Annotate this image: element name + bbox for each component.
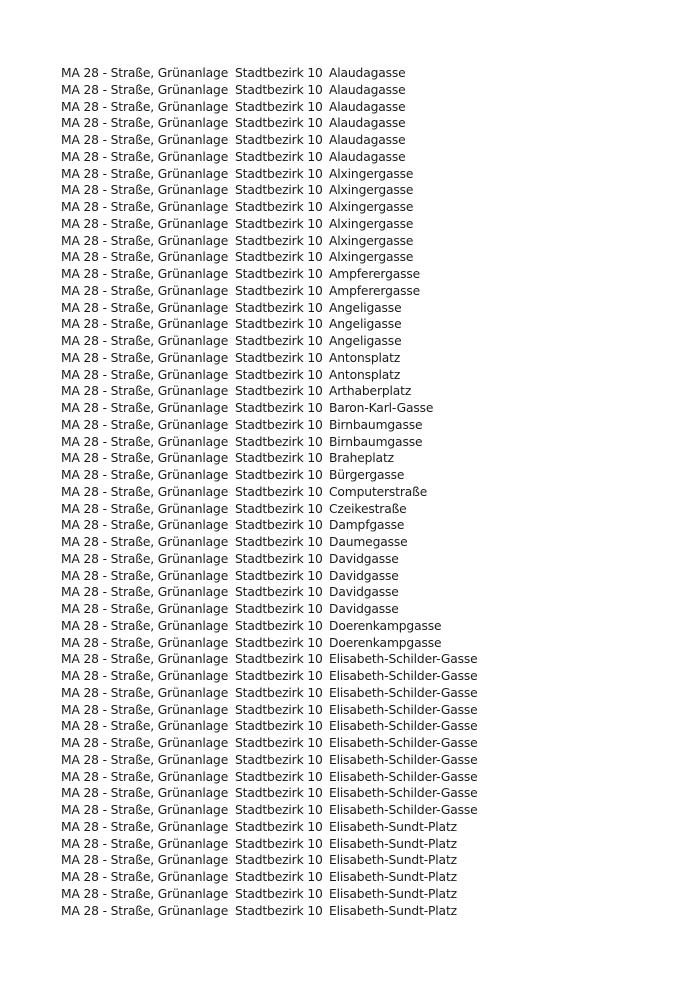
- district-cell: Stadtbezirk 10: [235, 736, 323, 750]
- district-cell: Stadtbezirk 10: [235, 635, 323, 650]
- district-cell: Stadtbezirk 10: [235, 300, 323, 315]
- district-cell: Stadtbezirk 10: [235, 870, 323, 884]
- department-cell: MA 28 - Straße, Grünanlage: [61, 602, 229, 616]
- department-cell: MA 28 - Straße, Grünanlage: [61, 886, 229, 901]
- district-cell: Stadtbezirk 10: [235, 283, 323, 298]
- district-cell: Stadtbezirk 10: [235, 501, 323, 516]
- table-row: [61, 216, 478, 233]
- district-cell: Stadtbezirk 10: [235, 367, 323, 382]
- table-row: [61, 199, 478, 216]
- street-cell: Alxingergasse: [329, 200, 414, 214]
- street-cell: Antonsplatz: [329, 350, 401, 365]
- street-cell: Bürgergasse: [329, 468, 405, 482]
- street-cell: Elisabeth-Schilder-Gasse: [329, 769, 478, 784]
- street-cell: Davidgasse: [329, 551, 399, 566]
- district-cell: Stadtbezirk 10: [235, 535, 323, 549]
- district-cell: Stadtbezirk 10: [235, 99, 323, 114]
- department-cell: MA 28 - Straße, Grünanlage: [61, 853, 229, 868]
- table-row: [61, 802, 478, 819]
- department-cell: MA 28 - Straße, Grünanlage: [61, 635, 229, 650]
- street-cell: Alxingergasse: [329, 233, 414, 248]
- table-row: [61, 300, 478, 317]
- street-cell: Alaudagasse: [329, 149, 406, 164]
- table-row: [61, 501, 478, 518]
- department-cell: MA 28 - Straße, Grünanlage: [61, 535, 229, 549]
- street-cell: Elisabeth-Schilder-Gasse: [329, 752, 478, 767]
- table-row: [61, 819, 478, 836]
- department-cell: MA 28 - Straße, Grünanlage: [61, 551, 229, 566]
- department-cell: MA 28 - Straße, Grünanlage: [61, 719, 229, 734]
- district-cell: Stadtbezirk 10: [235, 585, 323, 600]
- department-cell: MA 28 - Straße, Grünanlage: [61, 149, 229, 164]
- table-row: [61, 685, 478, 702]
- department-cell: MA 28 - Straße, Grünanlage: [61, 384, 229, 399]
- street-cell: Birnbaumgasse: [329, 434, 423, 449]
- district-cell: Stadtbezirk 10: [235, 149, 323, 164]
- street-cell: Elisabeth-Schilder-Gasse: [329, 803, 478, 817]
- department-cell: MA 28 - Straße, Grünanlage: [61, 367, 229, 382]
- table-row: [61, 132, 478, 149]
- district-cell: Stadtbezirk 10: [235, 267, 323, 281]
- table-row: [61, 266, 478, 283]
- table-row: [61, 417, 478, 434]
- district-cell: Stadtbezirk 10: [235, 133, 323, 147]
- table-row: [61, 149, 478, 166]
- district-cell: Stadtbezirk 10: [235, 334, 323, 348]
- department-cell: MA 28 - Straße, Grünanlage: [61, 819, 229, 834]
- table-row: [61, 484, 478, 501]
- department-cell: MA 28 - Straße, Grünanlage: [61, 870, 229, 884]
- department-cell: MA 28 - Straße, Grünanlage: [61, 133, 229, 147]
- street-cell: Elisabeth-Schilder-Gasse: [329, 685, 478, 700]
- district-cell: Stadtbezirk 10: [235, 451, 323, 466]
- table-row: [61, 99, 478, 116]
- department-cell: MA 28 - Straße, Grünanlage: [61, 183, 229, 198]
- department-cell: MA 28 - Straße, Grünanlage: [61, 200, 229, 214]
- street-cell: Alaudagasse: [329, 82, 406, 97]
- department-cell: MA 28 - Straße, Grünanlage: [61, 166, 229, 181]
- department-cell: MA 28 - Straße, Grünanlage: [61, 786, 229, 801]
- street-cell: Elisabeth-Schilder-Gasse: [329, 736, 478, 750]
- table-row: [61, 182, 478, 199]
- street-cell: Alaudagasse: [329, 99, 406, 114]
- street-cell: Angeligasse: [329, 300, 402, 315]
- table-row: [61, 383, 478, 400]
- street-cell: Ampferergasse: [329, 283, 421, 298]
- street-cell: Daumegasse: [329, 535, 408, 549]
- street-cell: Elisabeth-Schilder-Gasse: [329, 702, 478, 717]
- street-cell: Elisabeth-Sundt-Platz: [329, 836, 457, 851]
- street-cell: Braheplatz: [329, 451, 394, 466]
- table-row: [61, 852, 478, 869]
- department-cell: MA 28 - Straße, Grünanlage: [61, 434, 229, 449]
- department-cell: MA 28 - Straße, Grünanlage: [61, 652, 229, 667]
- table-row: [61, 166, 478, 183]
- street-cell: Doerenkampgasse: [329, 635, 442, 650]
- district-cell: Stadtbezirk 10: [235, 484, 323, 499]
- district-cell: Stadtbezirk 10: [235, 518, 323, 533]
- district-cell: Stadtbezirk 10: [235, 216, 323, 231]
- street-cell: Alxingergasse: [329, 166, 414, 181]
- table-row: [61, 233, 478, 250]
- district-cell: Stadtbezirk 10: [235, 551, 323, 566]
- street-cell: Birnbaumgasse: [329, 417, 423, 432]
- street-cell: Alxingergasse: [329, 250, 414, 265]
- department-cell: MA 28 - Straße, Grünanlage: [61, 99, 229, 114]
- district-cell: Stadtbezirk 10: [235, 66, 323, 80]
- district-cell: Stadtbezirk 10: [235, 903, 323, 918]
- district-cell: Stadtbezirk 10: [235, 434, 323, 449]
- district-cell: Stadtbezirk 10: [235, 350, 323, 365]
- department-cell: MA 28 - Straße, Grünanlage: [61, 568, 229, 583]
- street-cell: Czeikestraße: [329, 501, 407, 516]
- department-cell: MA 28 - Straße, Grünanlage: [61, 82, 229, 97]
- street-cell: Elisabeth-Sundt-Platz: [329, 903, 457, 918]
- district-cell: Stadtbezirk 10: [235, 803, 323, 817]
- table-row: [61, 601, 478, 618]
- table-row: [61, 568, 478, 585]
- table-row: [61, 350, 478, 367]
- table-row: [61, 249, 478, 266]
- department-cell: MA 28 - Straße, Grünanlage: [61, 250, 229, 265]
- table-row: [61, 735, 478, 752]
- street-cell: Alxingergasse: [329, 183, 414, 198]
- district-cell: Stadtbezirk 10: [235, 166, 323, 181]
- street-cell: Elisabeth-Sundt-Platz: [329, 870, 457, 884]
- street-cell: Ampferergasse: [329, 267, 421, 281]
- department-cell: MA 28 - Straße, Grünanlage: [61, 903, 229, 918]
- street-cell: Alaudagasse: [329, 116, 406, 131]
- district-cell: Stadtbezirk 10: [235, 116, 323, 131]
- department-cell: MA 28 - Straße, Grünanlage: [61, 468, 229, 482]
- table-row: [61, 584, 478, 601]
- street-cell: Elisabeth-Sundt-Platz: [329, 853, 457, 868]
- district-cell: Stadtbezirk 10: [235, 836, 323, 851]
- street-cell: Davidgasse: [329, 568, 399, 583]
- department-cell: MA 28 - Straße, Grünanlage: [61, 685, 229, 700]
- district-cell: Stadtbezirk 10: [235, 752, 323, 767]
- street-cell: Dampfgasse: [329, 518, 405, 533]
- table-row: [61, 367, 478, 384]
- district-cell: Stadtbezirk 10: [235, 769, 323, 784]
- table-row: [61, 769, 478, 786]
- district-cell: Stadtbezirk 10: [235, 652, 323, 667]
- district-cell: Stadtbezirk 10: [235, 669, 323, 683]
- street-cell: Antonsplatz: [329, 367, 401, 382]
- table-row: [61, 115, 478, 132]
- district-cell: Stadtbezirk 10: [235, 618, 323, 633]
- district-cell: Stadtbezirk 10: [235, 250, 323, 265]
- street-cell: Elisabeth-Schilder-Gasse: [329, 719, 478, 734]
- table-row: [61, 551, 478, 568]
- table-row: [61, 450, 478, 467]
- table-row: [61, 886, 478, 903]
- table-row: [61, 333, 478, 350]
- table-row: [61, 635, 478, 652]
- table-row: [61, 752, 478, 769]
- street-cell: Elisabeth-Schilder-Gasse: [329, 669, 478, 683]
- department-cell: MA 28 - Straße, Grünanlage: [61, 300, 229, 315]
- district-cell: Stadtbezirk 10: [235, 602, 323, 616]
- street-cell: Davidgasse: [329, 585, 399, 600]
- table-row: [61, 668, 478, 685]
- table-row: [61, 434, 478, 451]
- district-cell: Stadtbezirk 10: [235, 317, 323, 332]
- table-row: [61, 400, 478, 417]
- department-cell: MA 28 - Straße, Grünanlage: [61, 317, 229, 332]
- street-cell: Doerenkampgasse: [329, 618, 442, 633]
- table-row: [61, 903, 478, 920]
- table-row: [61, 283, 478, 300]
- table-row: [61, 869, 478, 886]
- district-cell: Stadtbezirk 10: [235, 719, 323, 734]
- table-row: [61, 534, 478, 551]
- district-cell: Stadtbezirk 10: [235, 886, 323, 901]
- district-cell: Stadtbezirk 10: [235, 685, 323, 700]
- department-cell: MA 28 - Straße, Grünanlage: [61, 417, 229, 432]
- street-cell: Alaudagasse: [329, 133, 406, 147]
- department-cell: MA 28 - Straße, Grünanlage: [61, 216, 229, 231]
- department-cell: MA 28 - Straße, Grünanlage: [61, 501, 229, 516]
- district-cell: Stadtbezirk 10: [235, 183, 323, 198]
- table-row: [61, 65, 478, 82]
- department-cell: MA 28 - Straße, Grünanlage: [61, 618, 229, 633]
- street-cell: Angeligasse: [329, 317, 402, 332]
- department-cell: MA 28 - Straße, Grünanlage: [61, 267, 229, 281]
- table-row: [61, 718, 478, 735]
- department-cell: MA 28 - Straße, Grünanlage: [61, 116, 229, 131]
- street-list-body: [61, 65, 478, 919]
- district-cell: Stadtbezirk 10: [235, 82, 323, 97]
- district-cell: Stadtbezirk 10: [235, 468, 323, 482]
- department-cell: MA 28 - Straße, Grünanlage: [61, 233, 229, 248]
- department-cell: MA 28 - Straße, Grünanlage: [61, 484, 229, 499]
- department-cell: MA 28 - Straße, Grünanlage: [61, 350, 229, 365]
- department-cell: MA 28 - Straße, Grünanlage: [61, 803, 229, 817]
- table-row: [61, 316, 478, 333]
- district-cell: Stadtbezirk 10: [235, 853, 323, 868]
- department-cell: MA 28 - Straße, Grünanlage: [61, 836, 229, 851]
- department-cell: MA 28 - Straße, Grünanlage: [61, 736, 229, 750]
- department-cell: MA 28 - Straße, Grünanlage: [61, 451, 229, 466]
- district-cell: Stadtbezirk 10: [235, 786, 323, 801]
- table-row: [61, 651, 478, 668]
- street-cell: Computerstraße: [329, 484, 428, 499]
- department-cell: MA 28 - Straße, Grünanlage: [61, 334, 229, 348]
- department-cell: MA 28 - Straße, Grünanlage: [61, 585, 229, 600]
- department-cell: MA 28 - Straße, Grünanlage: [61, 66, 229, 80]
- street-cell: Elisabeth-Schilder-Gasse: [329, 786, 478, 801]
- district-cell: Stadtbezirk 10: [235, 417, 323, 432]
- table-row: [61, 618, 478, 635]
- table-row: [61, 785, 478, 802]
- district-cell: Stadtbezirk 10: [235, 384, 323, 399]
- table-row: [61, 467, 478, 484]
- table-row: [61, 517, 478, 534]
- department-cell: MA 28 - Straße, Grünanlage: [61, 752, 229, 767]
- district-cell: Stadtbezirk 10: [235, 200, 323, 214]
- district-cell: Stadtbezirk 10: [235, 819, 323, 834]
- table-row: [61, 82, 478, 99]
- district-cell: Stadtbezirk 10: [235, 233, 323, 248]
- department-cell: MA 28 - Straße, Grünanlage: [61, 702, 229, 717]
- street-cell: Arthaberplatz: [329, 384, 412, 399]
- department-cell: MA 28 - Straße, Grünanlage: [61, 769, 229, 784]
- department-cell: MA 28 - Straße, Grünanlage: [61, 401, 229, 415]
- street-list-table: [61, 65, 478, 919]
- department-cell: MA 28 - Straße, Grünanlage: [61, 669, 229, 683]
- street-cell: Elisabeth-Sundt-Platz: [329, 819, 457, 834]
- district-cell: Stadtbezirk 10: [235, 401, 323, 415]
- street-cell: Baron-Karl-Gasse: [329, 401, 434, 415]
- department-cell: MA 28 - Straße, Grünanlage: [61, 283, 229, 298]
- street-cell: Angeligasse: [329, 334, 402, 348]
- street-cell: Elisabeth-Sundt-Platz: [329, 886, 457, 901]
- street-cell: Davidgasse: [329, 602, 399, 616]
- table-row: [61, 836, 478, 853]
- street-cell: Alxingergasse: [329, 216, 414, 231]
- street-cell: Elisabeth-Schilder-Gasse: [329, 652, 478, 667]
- district-cell: Stadtbezirk 10: [235, 568, 323, 583]
- district-cell: Stadtbezirk 10: [235, 702, 323, 717]
- department-cell: MA 28 - Straße, Grünanlage: [61, 518, 229, 533]
- table-row: [61, 702, 478, 719]
- street-cell: Alaudagasse: [329, 66, 406, 80]
